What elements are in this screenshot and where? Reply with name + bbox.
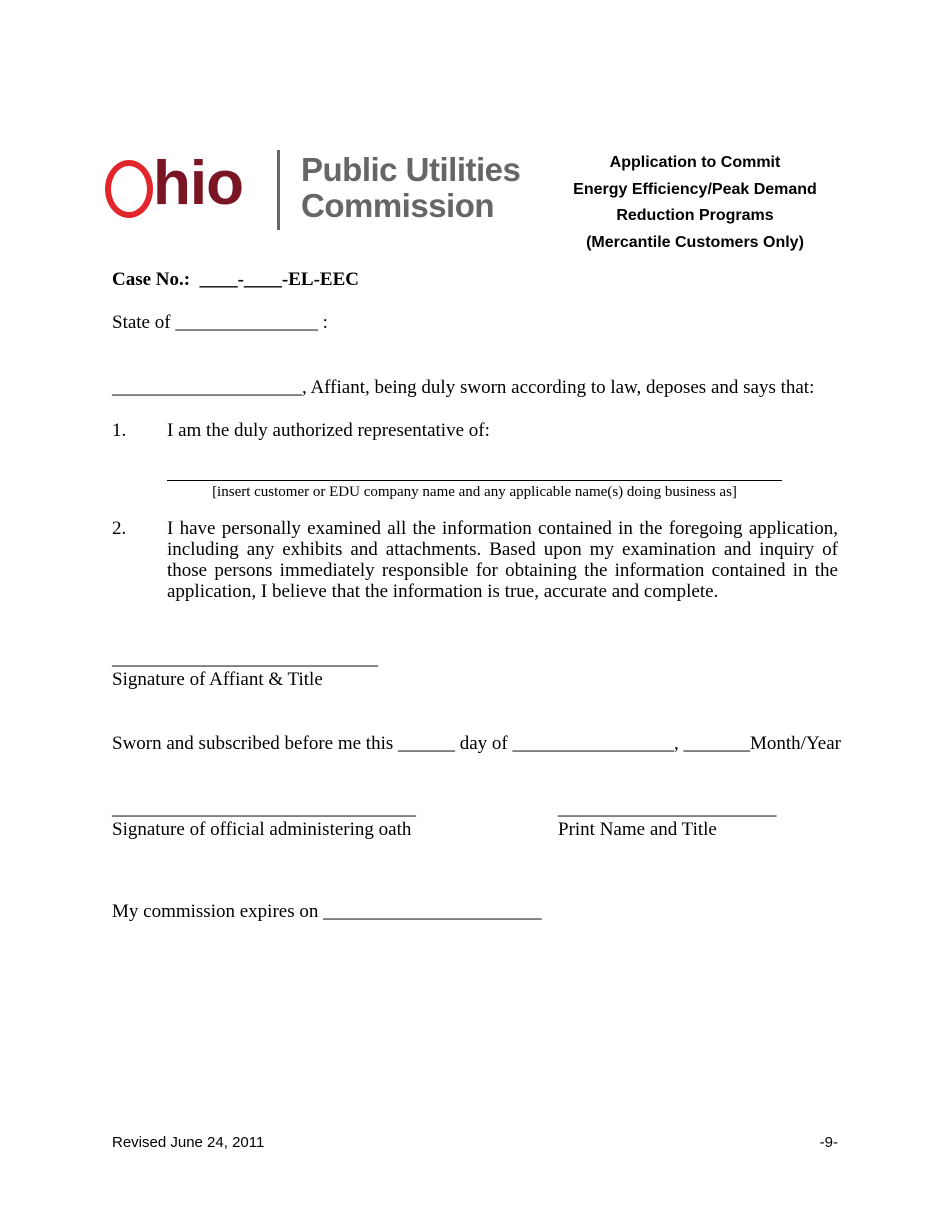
title-line4: (Mercantile Customers Only)	[586, 233, 804, 251]
item1-number: 1.	[112, 420, 127, 441]
item2-number: 2.	[112, 518, 127, 539]
affiant-signature-label: Signature of Affiant & Title	[112, 669, 323, 690]
page-number: -9-	[819, 1134, 838, 1151]
logo-org-name	[301, 152, 520, 224]
logo-org-line1: Public Utilities	[301, 151, 521, 188]
sworn-statement[interactable]: Sworn and subscribed before me this ______ day of _________________, _______Month/Year	[112, 733, 841, 754]
title-line2: Energy Efficiency/Peak Demand	[573, 180, 817, 198]
case-number-label: Case No.:	[112, 269, 191, 290]
ohio-wordmark-text: hio	[153, 149, 243, 218]
logo-org-line2: Commission	[301, 187, 495, 224]
item2-text: I have personally examined all the information contained in the foregoing application, including any exhibits and attachments. Based upon my examination and inquiry of those persons immediately responsible for obtaining the information contained in the application, I believe that the information is true, accurate and complete.	[167, 518, 838, 602]
representative-name-field[interactable]	[167, 480, 782, 481]
state-of-colon: :	[322, 312, 328, 333]
official-signature-line[interactable]: ________________________________	[112, 798, 416, 819]
print-name-line[interactable]: _______________________	[558, 798, 777, 819]
title-line3: Reduction Programs	[616, 207, 774, 224]
puco-logo	[103, 150, 523, 232]
item1-text: I am the duly authorized representative of:	[167, 420, 490, 441]
official-signature-label: Signature of official administering oath	[112, 819, 412, 840]
affiant-signature-line[interactable]: ____________________________	[112, 648, 378, 669]
commission-expires[interactable]: My commission expires on _______________________	[112, 901, 542, 922]
representative-name-hint: [insert customer or EDU company name and any applicable name(s) doing business as]	[212, 484, 737, 500]
print-name-label: Print Name and Title	[558, 819, 717, 840]
logo-divider	[277, 150, 280, 230]
ohio-o-ring-icon	[105, 160, 153, 218]
ohio-wordmark	[103, 150, 273, 222]
case-number	[112, 269, 359, 290]
state-of-field[interactable]: _______________	[175, 312, 318, 333]
title-line1: Application to Commit	[609, 154, 781, 171]
state-of-label: State of	[112, 312, 171, 333]
state-of	[112, 312, 328, 333]
case-number-field[interactable]: ____-____-EL-EEC	[199, 269, 360, 290]
document-title	[550, 150, 840, 256]
revised-date: Revised June 24, 2011	[112, 1134, 265, 1151]
affiant-statement[interactable]: ____________________, Affiant, being duly sworn according to law, deposes and says that:	[112, 377, 815, 398]
